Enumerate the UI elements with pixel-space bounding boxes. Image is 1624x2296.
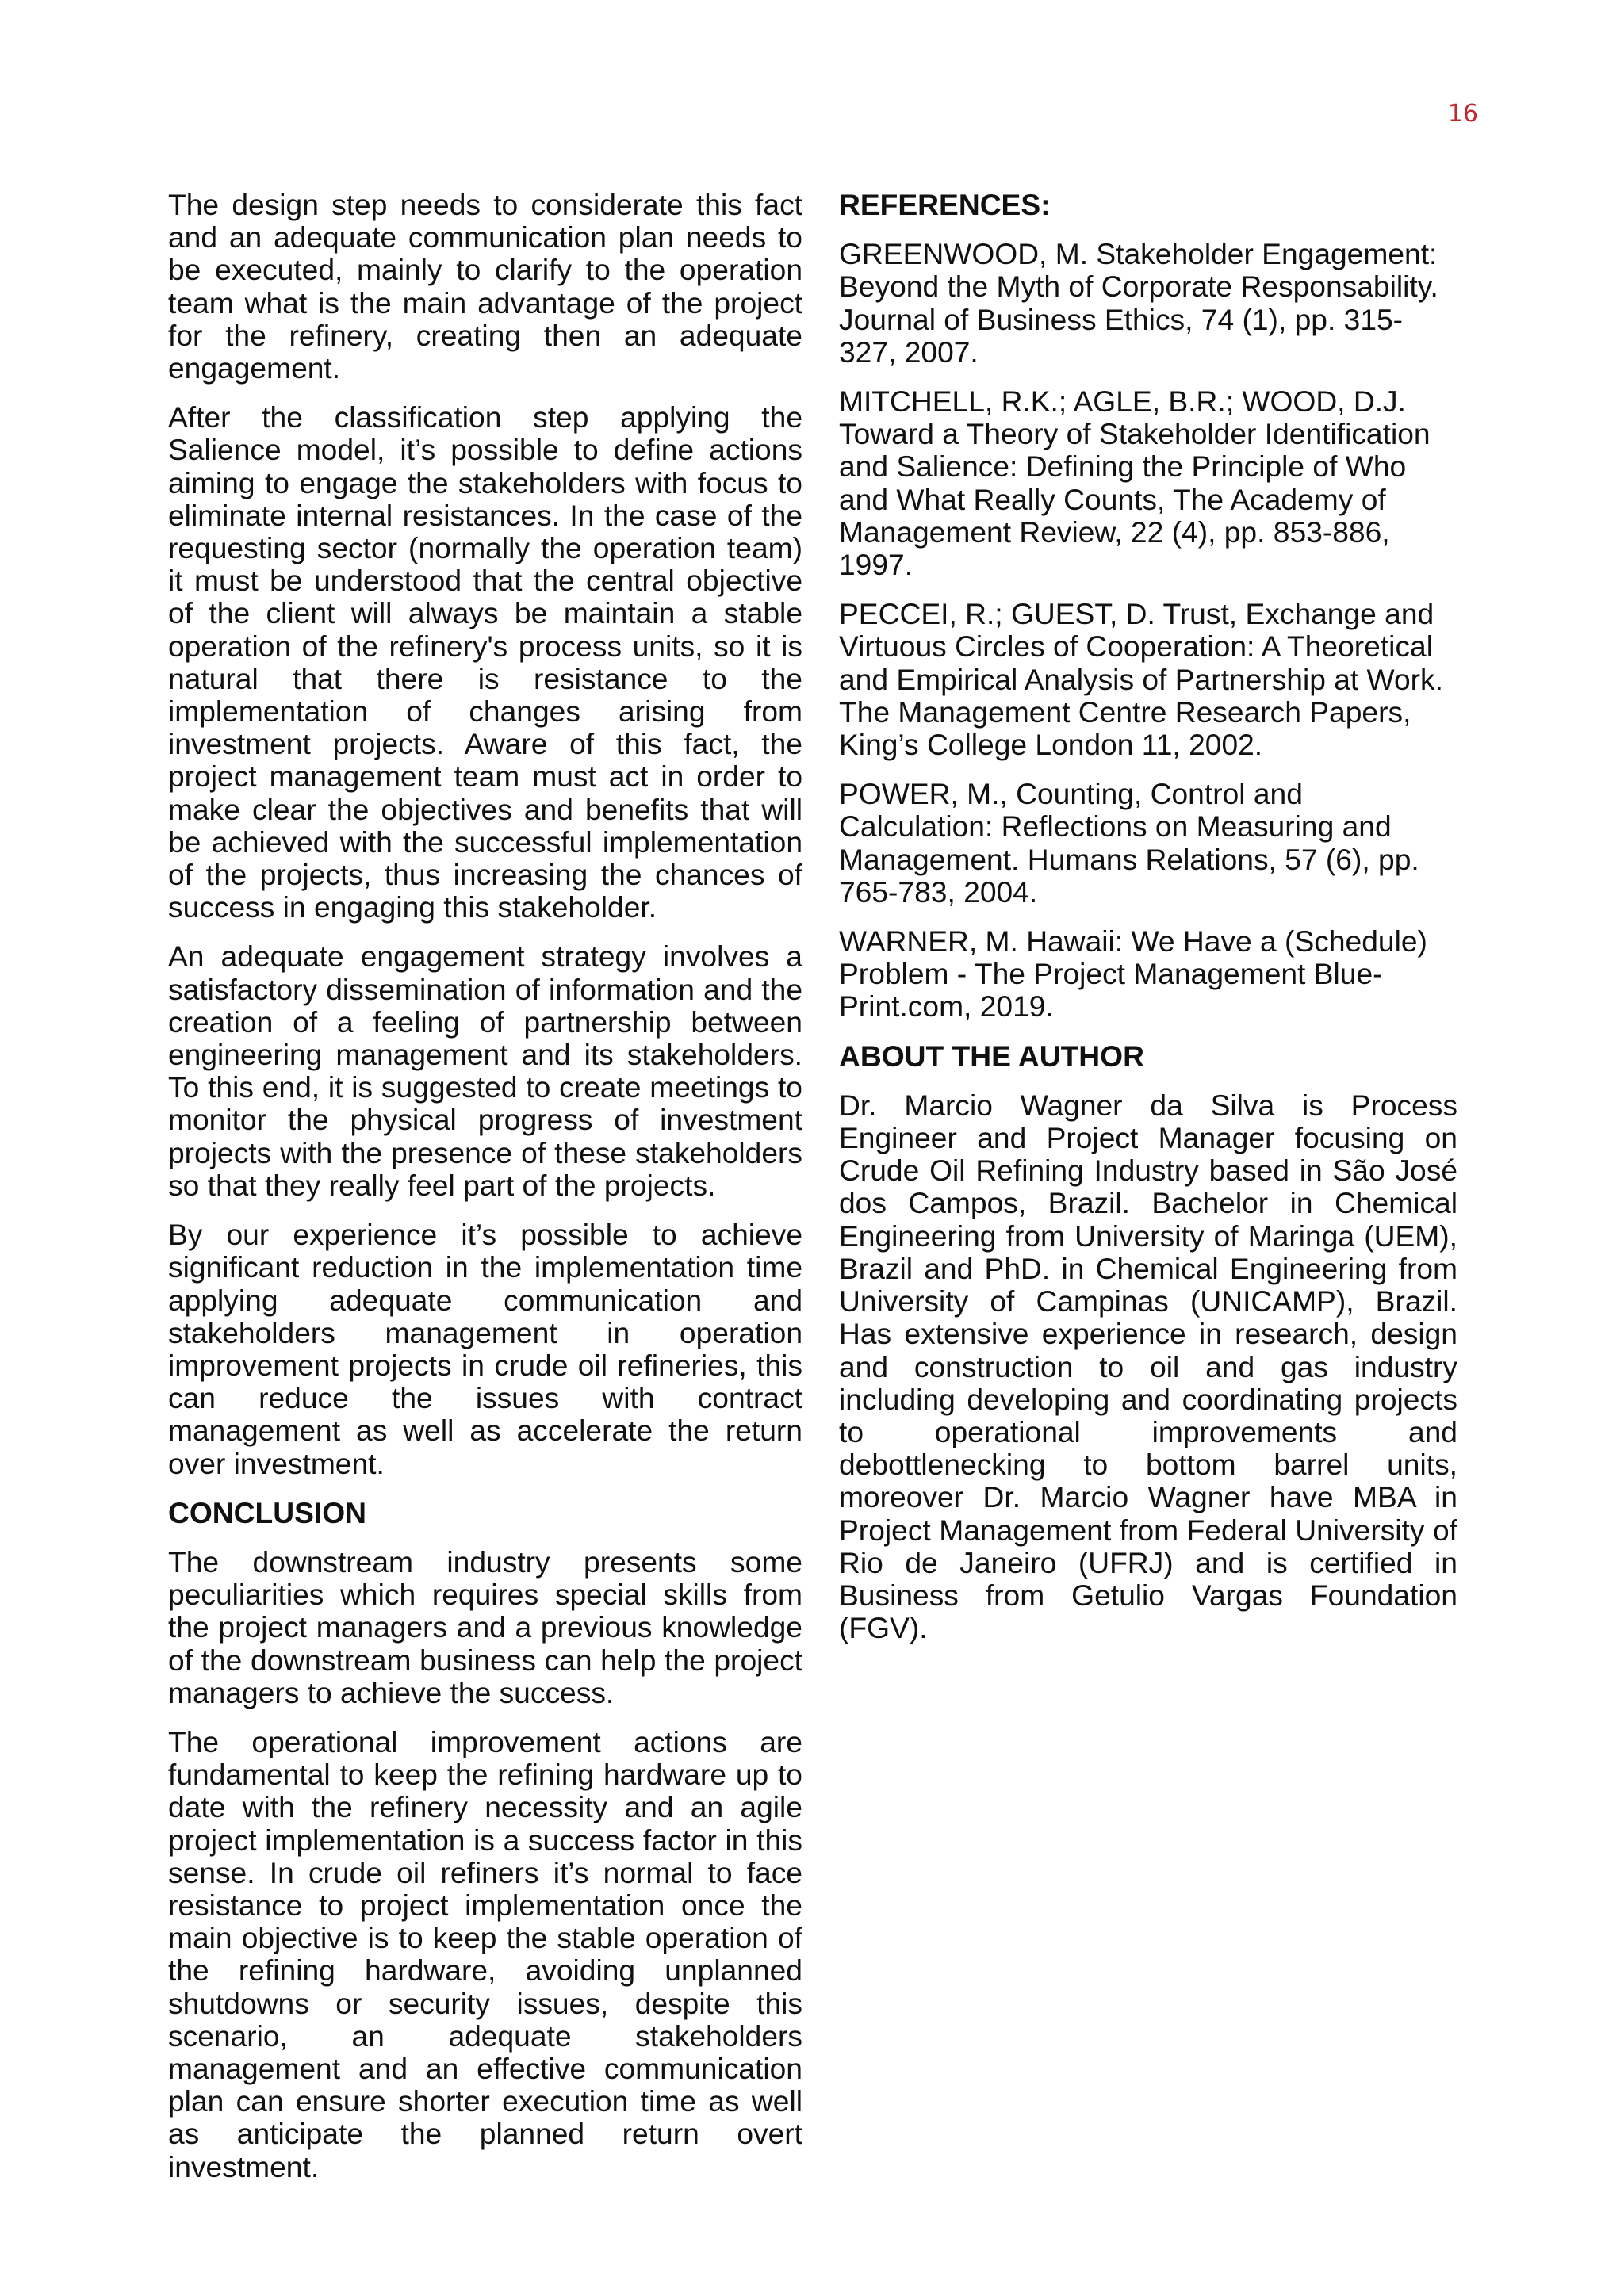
- left-column: [168, 189, 802, 2200]
- reference-item: WARNER, M. Hawaii: We Have a (Schedule) Problem - The Project Management Blue-Print.com, 2019.: [839, 924, 1427, 1024]
- body-paragraph: By our experience it’s possible to achieve significant reduction in the implementation time applying adequate communication and stakeholders management in operation improvement projects in crude oil refineries, this can reduce the issues with contract management as well as accelerate the return over investment.: [168, 1218, 802, 1480]
- about-author-text: Dr. Marcio Wagner da Silva is Process Engineer and Project Manager focusing on Crude Oil Refining Industry based in São José dos Campos, Brazil. Bachelor in Chemical Engineering from University of Maringa (UEM), Brazil and PhD. in Chemical Engineering from University of Campinas (UNICAMP), Brazil. Has extensive experience in research, design and construction to oil and gas industry including developing and coordinating projects to operational improvements and debottlenecking to bottom barrel units, moreover Dr. Marcio Wagner have MBA in Project Management from Federal University of Rio de Janeiro (UFRJ) and is certified in Business from Getulio Vargas Foundation (FGV).: [839, 1088, 1457, 1645]
- reference-item: MITCHELL, R.K.; AGLE, B.R.; WOOD, D.J. Toward a Theory of Stakeholder Identification and Salience: Defining the Principle of Who and What Really Counts, The Academy of Management Review, 22 (4), pp. 853-886, 1997.: [839, 385, 1431, 582]
- conclusion-heading: CONCLUSION: [168, 1495, 366, 1529]
- reference-item: POWER, M., Counting, Control and Calculation: Reflections on Measuring and Management. Humans Relations, 57 (6), pp. 765-783, 2004.: [839, 777, 1419, 909]
- conclusion-paragraph: The downstream industry presents some peculiarities which requires special skills from the project managers and a previous knowledge of the downstream business can help the project managers to achieve the success.: [168, 1544, 802, 1709]
- page-number: 16: [1447, 100, 1478, 128]
- about-author-heading: ABOUT THE AUTHOR: [839, 1039, 1144, 1073]
- right-column: [839, 189, 1457, 1661]
- reference-item: GREENWOOD, M. Stakeholder Engagement: Beyond the Myth of Corporate Responsability. Journal of Business Ethics, 74 (1), pp. 315-327, 2007.: [839, 237, 1438, 369]
- references-heading: REFERENCES:: [839, 188, 1051, 221]
- body-paragraph: The design step needs to considerate this fact and an adequate communication plan needs to be executed, mainly to clarify to the operation team what is the main advantage of the project for the refinery, creating then an adequate engagement.: [168, 188, 802, 385]
- reference-item: PECCEI, R.; GUEST, D. Trust, Exchange and Virtuous Circles of Cooperation: A Theoretical and Empirical Analysis of Partnership at Work. The Management Centre Research Papers, King’s College London 11, 2002.: [839, 597, 1443, 762]
- conclusion-paragraph: The operational improvement actions are fundamental to keep the refining hardware up to date with the refinery necessity and an agile project implementation is a success factor in this sense. In crude oil refiners it’s normal to face resistance to project implementation once the main objective is to keep the stable operation of the refining hardware, avoiding unplanned shutdowns or security issues, despite this scenario, an adequate stakeholders management and an effective communication plan can ensure shorter execution time as well as anticipate the planned return overt investment.: [168, 1724, 802, 2183]
- body-paragraph: An adequate engagement strategy involves a satisfactory dissemination of information and the creation of a feeling of partnership between engineering management and its stakeholders. To this end, it is suggested to create meetings to monitor the physical progress of investment projects with the presence of these stakeholders so that they really feel part of the projects.: [168, 939, 802, 1202]
- body-paragraph: After the classification step applying the Salience model, it’s possible to define actions aiming to engage the stakeholders with focus to eliminate internal resistances. In the case of the requesting sector (normally the operation team) it must be understood that the central objective of the client will always be maintain a stable operation of the refinery's process units, so it is natural that there is resistance to the implementation of changes arising from investment projects. Aware of this fact, the project management team must act in order to make clear the objectives and benefits that will be achieved with the successful implementation of the projects, thus increasing the chances of success in engaging this stakeholder.: [168, 400, 802, 924]
